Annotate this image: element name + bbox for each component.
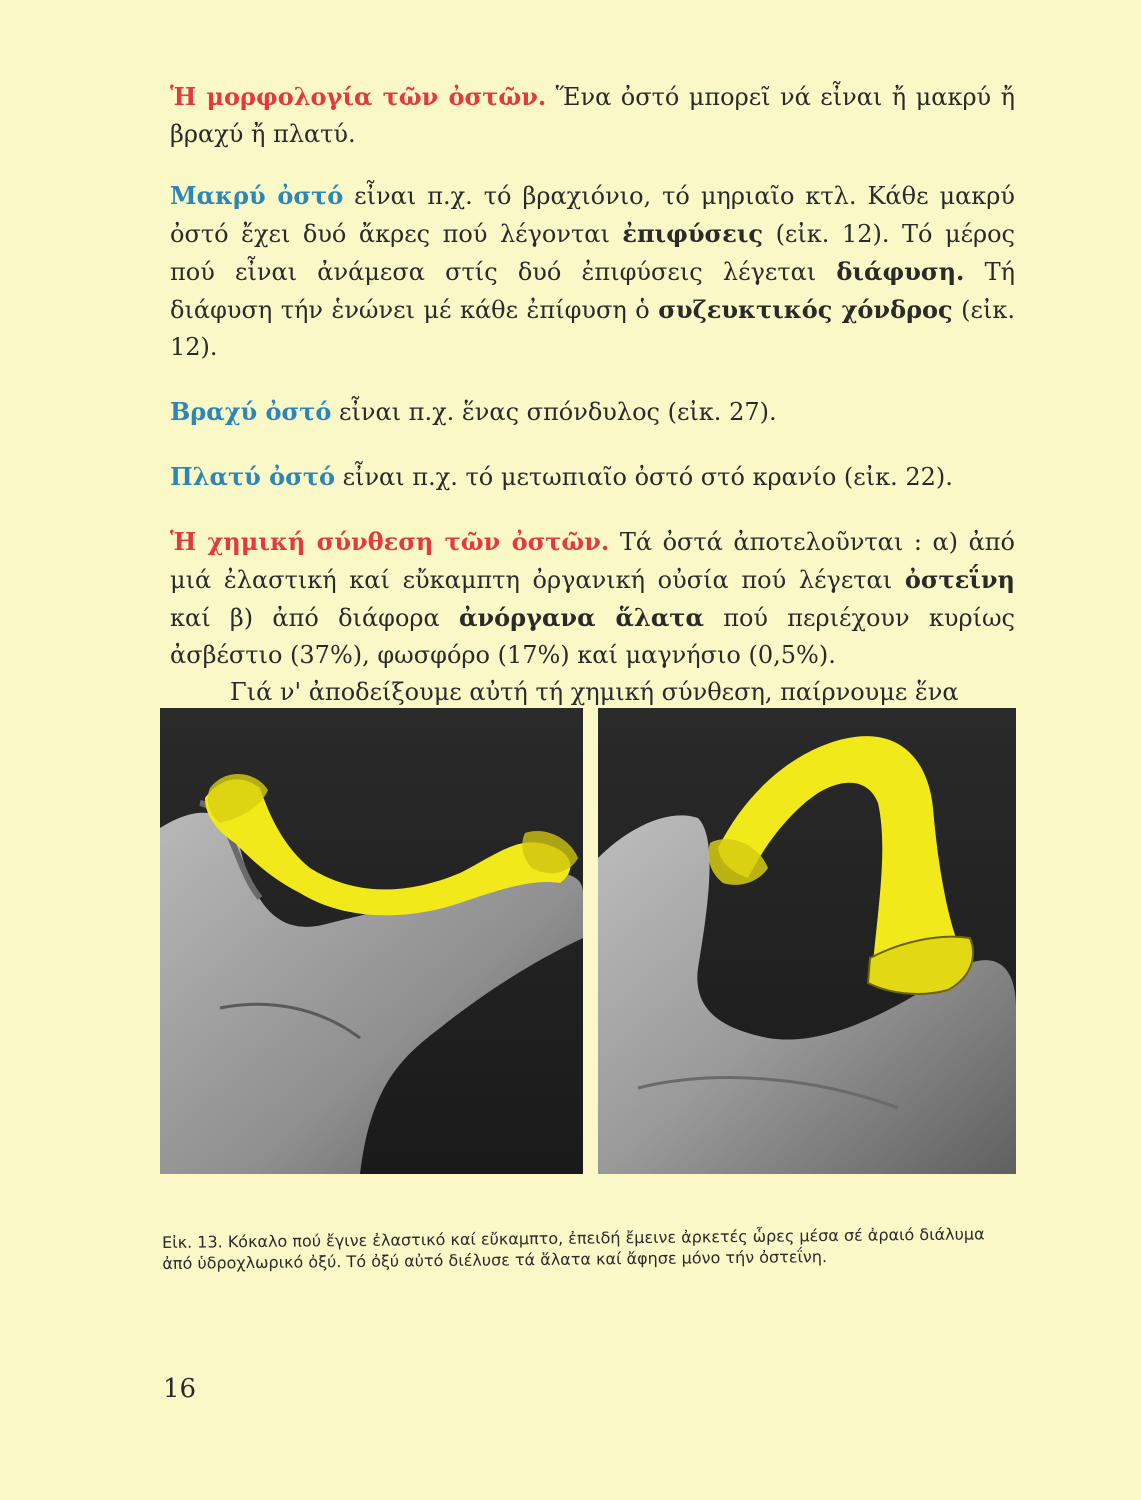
photo-flexible-bone-right [598,708,1016,1174]
term-ossein: ὀστεΐνη [904,565,1015,594]
paragraph-flat-bone: Πλατύ ὀστό εἶναι π.χ. τό μετωπιαῖο ὀστό στό κρανίο (εἰκ. 22). [170,462,953,491]
term-epiphyses: ἐπιφύσεις [622,219,764,248]
term-diaphysis: διάφυση. [836,257,965,286]
main-text [170,78,1015,711]
heading-chemical: Ἡ χημική σύνθεση τῶν ὀστῶν. [170,527,610,556]
paragraph-proof: Γιά ν' ἀποδείξουμε αὐτή τή χημική σύνθεση, παίρνουμε ἕνα [230,678,959,706]
photo-illustration-left [160,708,583,1174]
paragraph-short-bone: Βραχύ ὀστό εἶναι π.χ. ἕνας σπόνδυλος (εἰκ. 27). [170,397,777,426]
heading-morphology: Ἡ μορφολογία τῶν ὀστῶν. [170,82,547,111]
term-cartilage: συζευκτικός χόνδρος [658,295,953,324]
paragraph-morphology: Ἡ μορφολογία τῶν ὀστῶν. Ἕνα ὀστό μπορεῖ νά εἶναι ἤ μακρύ ἤ βραχύ ἤ πλατύ. [170,82,1015,148]
term-flat-bone: Πλατύ ὀστό [170,462,335,491]
term-inorganic-salts: ἀνόργανα ἅλατα [459,603,704,632]
photo-flexible-bone-left [160,708,583,1174]
term-long-bone: Μακρύ ὀστό [170,181,344,210]
page-number: 16 [163,1374,197,1404]
photo-illustration-right [598,708,1016,1174]
figure-caption: Εἰκ. 13. Κόκαλο πού ἔγινε ἐλαστικό καί εὔκαμπτο, ἐπειδή ἔμεινε ἀρκετές ὧρες μέσα σέ ἀραιό διάλυμα ἀπό ὑδροχλωρικό ὀξύ. Τό ὀξύ αὐτό διέλυσε τά ἅλατα καί ἄφησε μόνο τήν ὀστεΐνη. [162,1224,985,1273]
term-short-bone: Βραχύ ὀστό [170,397,332,426]
paragraph-long-bone: Μακρύ ὀστό εἶναι π.χ. τό βραχιόνιο, τό μηριαῖο κτλ. Κάθε μακρύ ὀστό ἔχει δυό ἄκρες πού λέγονται ἐπιφύσεις (εἰκ. 12). Τό μέρος πού εἶναι ἀνάμεσα στίς δυό ἐπιφύσεις λέγεται διάφυση. Τή διάφυση τήν ἑνώνει μέ κάθε ἐπίφυση ὁ συζευκτικός χόνδρος (εἰκ. 12). [170,181,1016,361]
paragraph-chemical: Ἡ χημική σύνθεση τῶν ὀστῶν. Τά ὀστά ἀποτελοῦνται : α) ἀπό μιά ἐλαστική καί εὔκαμπτη ὀργανική οὐσία πού λέγεται ὀστεΐνη καί β) ἀπό διάφορα ἀνόργανα ἅλατα πού περιέχουν κυρίως ἀσβέστιο (37%), φωσφόρο (17%) καί μαγνήσιο (0,5%). [170,527,1016,669]
